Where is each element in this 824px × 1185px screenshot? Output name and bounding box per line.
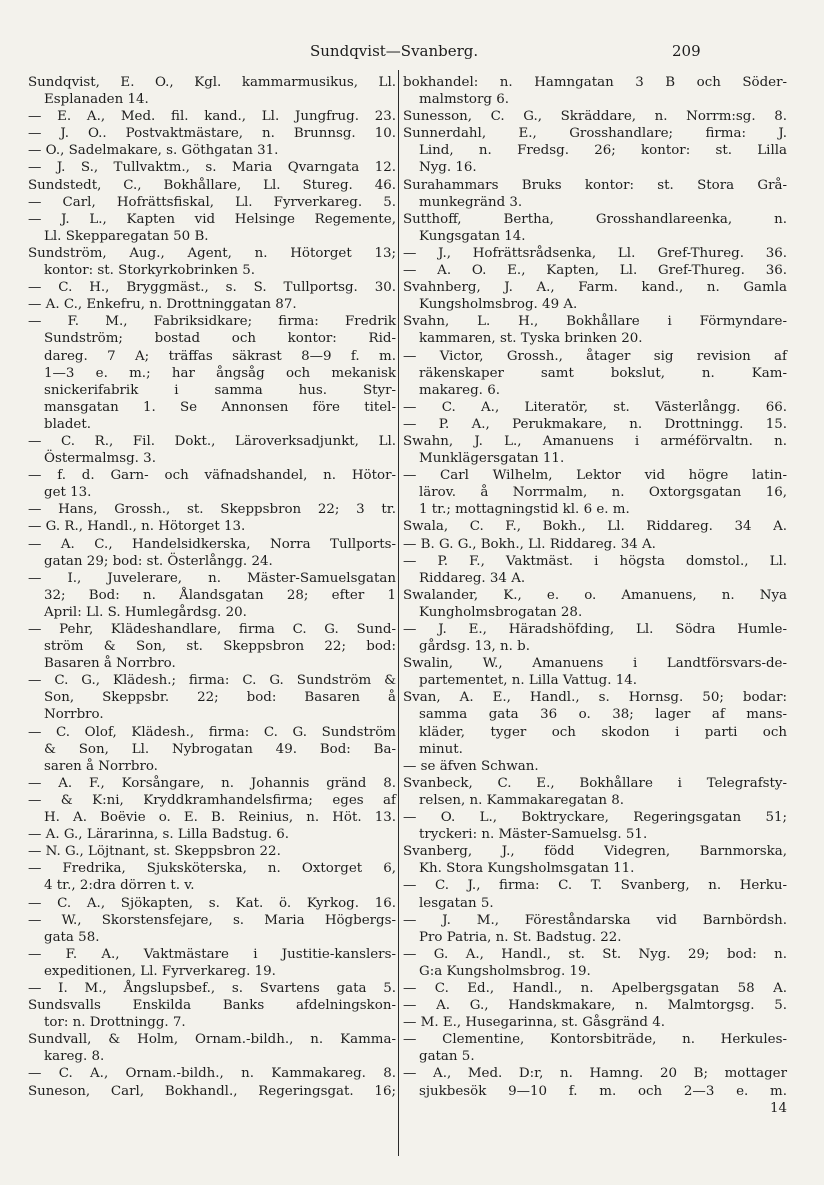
directory-line: Surahammars Bruks kontor: st. Stora Grå- (403, 177, 787, 193)
left-column (28, 74, 396, 1151)
directory-line: — C. Ed., Handl., n. Apelbergsgatan 58 A. (403, 980, 787, 996)
directory-line: Kh. Stora Kungsholmsgatan 11. (419, 861, 635, 877)
directory-line: Svahn, L. H., Bokhållare i Förmyndare- (403, 314, 787, 330)
directory-line: Sundström; bostad och kontor: Rid- (44, 331, 396, 347)
directory-line: H. A. Boëvie o. E. B. Reinius, n. Höt. 13. (44, 810, 396, 826)
directory-line: — B. G. G., Bokh., Ll. Riddareg. 34 A. (403, 536, 656, 552)
directory-line: — F. A., Vaktmästare i Justitie-kanslers- (28, 946, 396, 962)
page-number: 209 (672, 42, 701, 60)
directory-line: dareg. 7 A; träffas säkrast 8—9 f. m. (44, 348, 396, 364)
directory-line: 1—3 e. m.; har ångsåg och mekanisk (44, 365, 396, 381)
directory-line: — P. F., Vaktmäst. i högsta domstol., Ll. (403, 553, 787, 569)
directory-line: Sunnerdahl, E., Grosshandlare; firma: J. (403, 126, 787, 142)
directory-line: — Hans, Grossh., st. Skeppsbron 22; 3 tr. (28, 502, 396, 518)
directory-line: partementet, n. Lilla Vattug. 14. (419, 673, 638, 689)
directory-line: & Son, Ll. Nybrogatan 49. Bod: Ba- (44, 741, 396, 757)
directory-line: — C. R., Fil. Dokt., Läroverksadjunkt, Ll. (28, 433, 396, 449)
directory-line: — A., Med. D:r, n. Hamng. 20 B; mottager (403, 1066, 787, 1082)
directory-line: — C. A., Literatör, st. Västerlångg. 66. (403, 399, 787, 415)
directory-line: 14 (769, 1100, 787, 1116)
directory-line: — M. E., Husegarinna, st. Gåsgränd 4. (403, 1015, 666, 1031)
directory-line: — I. M., Ångslupsbef., s. Svartens gata 5. (28, 980, 396, 996)
directory-line: minut. (419, 741, 463, 757)
directory-line: Suneson, Carl, Bokhandl., Regeringsgat. 16; (28, 1083, 396, 1099)
directory-line: — O., Sadelmakare, s. Göthgatan 31. (28, 143, 279, 159)
directory-line: bokhandel: n. Hamngatan 3 B och Söder- (403, 75, 787, 90)
directory-line: G:a Kungsholmsbrog. 19. (419, 963, 591, 979)
directory-line: Kungsholmsbrog. 49 A. (419, 297, 578, 313)
directory-line: gata 58. (44, 929, 100, 945)
directory-line: — A. O. E., Kapten, Ll. Gref-Thureg. 36. (403, 263, 787, 279)
directory-line: gatan 29; bod: st. Österlångg. 24. (44, 553, 273, 569)
directory-line: Esplanaden 14. (44, 92, 149, 108)
directory-line: kareg. 8. (44, 1049, 105, 1065)
directory-line: Kungsgatan 14. (419, 228, 526, 244)
directory-line: Sutthoff, Bertha, Grosshandlareenka, n. (403, 211, 787, 227)
directory-line: — J. O.. Postvaktmästare, n. Brunnsg. 10. (28, 126, 396, 142)
directory-line: — G. R., Handl., n. Hötorget 13. (28, 519, 246, 535)
directory-line: Sundsvalls Enskilda Banks afdelningskon- (28, 998, 396, 1014)
directory-line: Basaren å Norrbro. (44, 656, 176, 672)
directory-line: — J. S., Tullvaktm., s. Maria Qvarngata 12. (28, 160, 396, 176)
directory-line: — A. G., Handskmakare, n. Malmtorgsg. 5. (403, 998, 787, 1014)
directory-line: samma gata 36 o. 38; lager af mans- (419, 707, 787, 723)
directory-line: kammaren, st. Tyska brinken 20. (419, 331, 643, 347)
directory-line: Svanberg, J., född Videgren, Barnmorska, (403, 844, 787, 860)
directory-line: — F. M., Fabriksidkare; firma: Fredrik (28, 314, 396, 330)
directory-line: — A. C., Enkefru, n. Drottninggatan 87. (28, 297, 297, 313)
directory-line: — A. C., Handelsidkerska, Norra Tullports- (28, 536, 396, 552)
directory-line: Swalander, K., e. o. Amanuens, n. Nya (403, 587, 787, 603)
column-divider (398, 70, 399, 1156)
directory-line: — W., Skorstensfejare, s. Maria Högbergs- (28, 912, 396, 928)
directory-line: — Carl, Hofrättsfiskal, Ll. Fyrverkareg. 5. (28, 194, 396, 210)
directory-line: ström & Son, st. Skeppsbron 22; bod: (44, 639, 396, 655)
directory-line: — J. M., Föreståndarska vid Barnbördsh. (403, 912, 787, 928)
directory-line: Sundstedt, C., Bokhållare, Ll. Stureg. 46. (28, 177, 396, 193)
directory-line: — C. A., Sjökapten, s. Kat. ö. Kyrkog. 16. (28, 895, 396, 911)
directory-line: kontor: st. Storkyrkobrinken 5. (44, 263, 256, 279)
directory-line: Swala, C. F., Bokh., Ll. Riddareg. 34 A. (403, 519, 787, 535)
directory-line: Lind, n. Fredsg. 26; kontor: st. Lilla (419, 143, 787, 159)
directory-line: munkegränd 3. (419, 194, 523, 210)
directory-line: Svahnberg, J. A., Farm. kand., n. Gamla (403, 280, 787, 296)
directory-line: — E. A., Med. fil. kand., Ll. Jungfrug. 23. (28, 109, 396, 125)
directory-line: makareg. 6. (419, 382, 500, 398)
directory-line: — Pehr, Klädeshandlare, firma C. G. Sund- (28, 622, 396, 637)
directory-line: sjukbesök 9—10 f. m. och 2—3 e. m. (419, 1083, 787, 1099)
directory-line: — Clementine, Kontorsbiträde, n. Herkules- (403, 1032, 787, 1048)
directory-line: get 13. (44, 485, 92, 501)
directory-line: 1 tr.; mottagningstid kl. 6 e. m. (419, 502, 630, 518)
directory-line: Sundqvist, E. O., Kgl. kammarmusikus, Ll. (28, 75, 396, 90)
directory-line: gatan 5. (419, 1049, 475, 1065)
directory-line: Riddareg. 34 A. (419, 570, 526, 586)
directory-line: — A. G., Lärarinna, s. Lilla Badstug. 6. (28, 827, 290, 843)
directory-line: räkenskaper samt bokslut, n. Kam- (419, 365, 787, 381)
directory-line: Swahn, J. L., Amanuens i arméförvaltn. n. (403, 433, 787, 449)
directory-line: tor: n. Drottningg. 7. (44, 1015, 186, 1031)
directory-line: — A. F., Korsångare, n. Johannis gränd 8. (28, 775, 396, 791)
directory-line: — C. J., firma: C. T. Svanberg, n. Herku- (403, 878, 787, 894)
directory-line: — P. A., Perukmakare, n. Drottningg. 15. (403, 416, 787, 432)
directory-line: 4 tr., 2:dra dörren t. v. (44, 878, 195, 894)
directory-line: snickerifabrik i samma hus. Styr- (44, 382, 396, 398)
directory-line: Norrbro. (44, 707, 104, 723)
page-header (0, 42, 824, 64)
directory-line: Ll. Skepparegatan 50 B. (44, 228, 209, 244)
directory-line: Svanbeck, C. E., Bokhållare i Telegrafsty- (403, 775, 787, 791)
directory-line: Sunesson, C. G., Skräddare, n. Norrm:sg. 8. (403, 109, 787, 125)
directory-line: — C. H., Bryggmäst., s. S. Tullportsg. 30. (28, 280, 396, 296)
directory-line: — se äfven Schwan. (403, 758, 539, 774)
directory-line: kläder, tyger och skodon i parti och (419, 724, 787, 740)
directory-line: — f. d. Garn- och väfnadshandel, n. Hötor- (28, 468, 396, 484)
right-column (403, 74, 787, 1151)
directory-line: relsen, n. Kammakaregatan 8. (419, 792, 625, 808)
directory-line: — & K:ni, Kryddkramhandelsfirma; eges af (28, 792, 396, 808)
directory-line: Son, Skeppsbr. 22; bod: Basaren å (44, 690, 396, 706)
directory-line: Svan, A. E., Handl., s. Hornsg. 50; bodar: (403, 690, 787, 706)
directory-line: — J. L., Kapten vid Helsinge Regemente, (28, 211, 396, 227)
directory-line: — J. E., Häradshöfding, Ll. Södra Humle- (403, 622, 787, 637)
directory-line: — Victor, Grossh., åtager sig revision af (403, 348, 787, 364)
directory-line: lesgatan 5. (419, 895, 494, 911)
directory-line: mansgatan 1. Se Annonsen före titel- (44, 399, 396, 415)
directory-line: — J., Hofrättsrådsenka, Ll. Gref-Thureg. 36. (403, 245, 787, 261)
directory-line: Sundström, Aug., Agent, n. Hötorget 13; (28, 245, 396, 261)
directory-line: tryckeri: n. Mäster-Samuelsg. 51. (419, 827, 648, 843)
directory-line: saren å Norrbro. (44, 758, 158, 774)
directory-line: 32; Bod: n. Ålandsgatan 28; efter 1 (44, 587, 396, 603)
directory-line: — C. Olof, Klädesh., firma: C. G. Sundström (28, 724, 396, 740)
directory-line: — Carl Wilhelm, Lektor vid högre latin- (403, 468, 787, 484)
directory-line: Östermalmsg. 3. (44, 451, 156, 467)
directory-line: Pro Patria, n. St. Badstug. 22. (419, 929, 622, 945)
directory-line: gårdsg. 13, n. b. (419, 639, 531, 655)
directory-line: bladet. (44, 416, 91, 432)
directory-line: — Fredrika, Sjuksköterska, n. Oxtorget 6, (28, 861, 396, 877)
directory-line: Nyg. 16. (419, 160, 477, 176)
directory-line: — I., Juvelerare, n. Mäster-Samuelsgatan (28, 570, 396, 586)
directory-line: Kungholmsbrogatan 28. (419, 604, 583, 620)
directory-line: Munklägersgatan 11. (419, 451, 565, 467)
directory-line: — C. A., Ornam.-bildh., n. Kammakareg. 8. (28, 1066, 396, 1082)
directory-line: — O. L., Boktryckare, Regeringsgatan 51; (403, 810, 787, 826)
directory-line: April: Ll. S. Humlegårdsg. 20. (44, 604, 247, 620)
directory-line: — C. G., Klädesh.; firma: C. G. Sundström & (28, 673, 396, 689)
running-title: Sundqvist—Svanberg. (310, 42, 479, 60)
directory-line: lärov. å Norrmalm, n. Oxtorgsgatan 16, (419, 485, 787, 501)
directory-line: Sundvall, & Holm, Ornam.-bildh., n. Kamma- (28, 1032, 396, 1048)
directory-line: malmstorg 6. (419, 92, 509, 108)
directory-line: Swalin, W., Amanuens i Landtförsvars-de- (403, 656, 787, 672)
directory-line: — G. A., Handl., st. St. Nyg. 29; bod: n. (403, 946, 787, 962)
directory-line: — N. G., Löjtnant, st. Skeppsbron 22. (28, 844, 281, 860)
directory-line: expeditionen, Ll. Fyrverkareg. 19. (44, 963, 276, 979)
